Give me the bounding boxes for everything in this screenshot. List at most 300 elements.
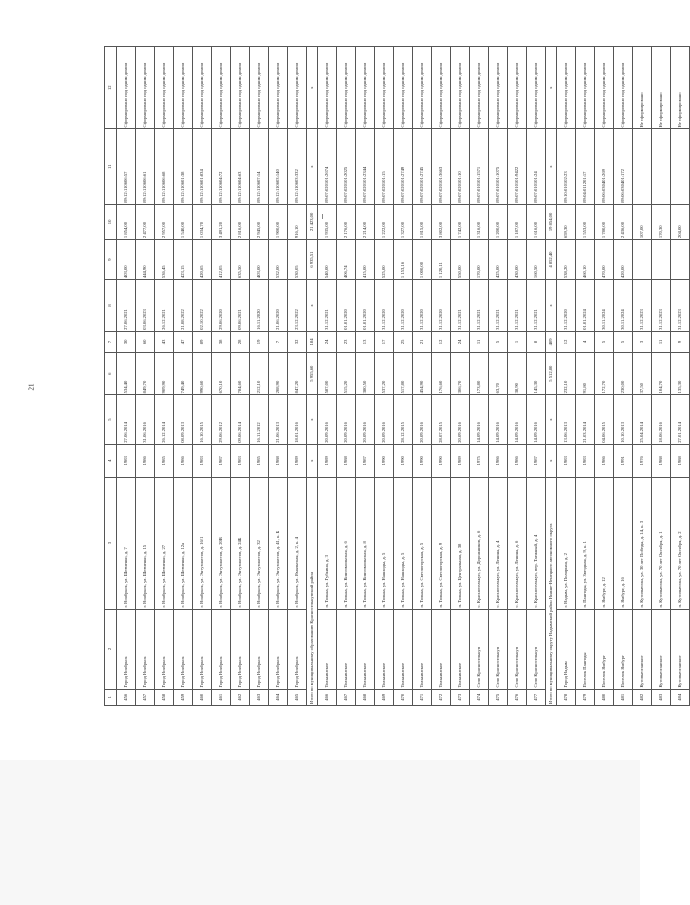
table-cell: 476	[508, 689, 527, 705]
table-cell: 14.09.2016	[527, 395, 546, 444]
table-cell: 89:07:020101:3663	[432, 129, 451, 204]
table-cell: Город Ноябрьск	[174, 609, 193, 689]
table-cell: 230,00	[614, 353, 633, 395]
table-cell	[633, 129, 652, 204]
table-cell: 89:07:020101:2745	[413, 129, 432, 204]
table-cell: 91,80	[576, 353, 595, 395]
table-cell: 1991	[614, 444, 633, 477]
table-cell: 14.09.2016	[470, 395, 489, 444]
table-cell: Город Ноябрьск	[212, 609, 231, 689]
table-cell: 466	[318, 689, 337, 705]
table-cell: Сформировано под одним домом	[508, 47, 527, 129]
table-row	[288, 47, 307, 706]
table-cell: 534,40	[117, 353, 136, 395]
subtotal-cell: 5 955,60	[307, 353, 318, 395]
header-cell: 4	[105, 444, 117, 477]
table-cell: 4	[576, 331, 595, 352]
table-cell: 89:07:010101:24	[527, 129, 546, 204]
subtotal-cell: 6 935,51	[307, 240, 318, 280]
table-cell: 482	[633, 689, 652, 705]
table-cell: 1976	[633, 444, 652, 477]
table-cell: 89:07:020101:2674	[318, 129, 337, 204]
table-row	[337, 47, 356, 706]
table-cell: 23.12.2022	[288, 280, 307, 332]
table-cell: 1 187,00	[508, 204, 527, 239]
table-row	[671, 47, 690, 706]
table-cell: 37,50	[633, 353, 652, 395]
table-cell: Сформировано под одним домом	[269, 47, 288, 129]
table-cell: 01.01.2024	[576, 280, 595, 332]
table-cell: Толькинское	[394, 609, 413, 689]
table-cell: 470	[394, 689, 413, 705]
table-cell: 212,10	[250, 353, 269, 395]
table-cell: 1988	[652, 444, 671, 477]
table-cell: 423,15	[174, 240, 193, 280]
table-cell: г. Ноябрьск, ул. Шевченко, д. 27	[155, 477, 174, 609]
table-cell: 1 153,16	[394, 240, 413, 280]
table-cell: г. Надым, ул. Полярная, д. 2	[557, 477, 576, 609]
table-cell: 1989	[451, 444, 470, 477]
table-cell: Сформировано под одним домом	[337, 47, 356, 129]
table-cell: 7	[269, 331, 288, 352]
subtotal-cell: х	[546, 129, 557, 204]
subtotal-cell: 19 854,00	[546, 204, 557, 239]
table-cell: Толькинское	[375, 609, 394, 689]
table-cell: 13.06.2013	[557, 395, 576, 444]
table-cell: 38,90	[508, 353, 527, 395]
header-cell: 1	[105, 689, 117, 705]
table-cell: Поселок Ямбург	[595, 609, 614, 689]
table-row	[595, 47, 614, 706]
table-row	[174, 47, 193, 706]
table-cell	[671, 240, 690, 280]
table-cell: 1 327,00	[394, 204, 413, 239]
table-cell: 1983	[557, 444, 576, 477]
subtotal-cell: х	[307, 444, 318, 477]
table-row	[557, 47, 576, 706]
table-cell: 89:07:020101:2344	[356, 129, 375, 204]
header-cell: 11	[105, 129, 117, 204]
header-cell: 9	[105, 240, 117, 280]
subtotal-cell: х	[307, 395, 318, 444]
table-cell: п. Толька, ул. Светлогорская, д. 5	[413, 477, 432, 609]
table-cell: 525,00	[375, 240, 394, 280]
table-cell: 1 000,00	[413, 240, 432, 280]
table-cell: 21.08.2022	[174, 280, 193, 332]
subtotal-cell: х	[307, 129, 318, 204]
subtotal-cell: х	[307, 47, 318, 129]
table-cell: 31.12.2023	[652, 280, 671, 332]
table-cell: 670,10	[212, 353, 231, 395]
subtotal-cell: 21 423,00	[307, 204, 318, 239]
table-cell: 89:12:110603:332	[288, 129, 307, 204]
table-cell: п. Пангоды, ул. Звездная, д. 9, к. 1	[576, 477, 595, 609]
table-cell: 89:06:030401:172	[614, 129, 633, 204]
table-row	[375, 47, 394, 706]
table-cell: 1986	[174, 444, 193, 477]
table-cell: Сформировано под одним домом	[375, 47, 394, 129]
table-cell: Город Ноябрьск	[250, 609, 269, 689]
table-cell: г. Ноябрьск, ул. Энтузиастов, д. 41, к. Б	[269, 477, 288, 609]
table-cell: Сформировано под одним домом	[595, 47, 614, 129]
table-cell: 469	[375, 689, 394, 705]
table-row	[231, 47, 250, 706]
header-cell: 5	[105, 395, 117, 444]
table-cell: 457	[136, 689, 155, 705]
table-cell: 470,00	[595, 240, 614, 280]
table-cell: 425,00	[489, 240, 508, 280]
table-cell: 1986	[508, 444, 527, 477]
table-cell: 2 945,00	[250, 204, 269, 239]
header-cell: 8	[105, 280, 117, 332]
table-cell: г. Ноябрьск, ул. Ямальская, д. 2, к. 4	[288, 477, 307, 609]
table-cell: 532,00	[269, 240, 288, 280]
table-cell: 461	[212, 689, 231, 705]
table-cell: г. Ноябрьск, ул. Шевченко, д. 12а	[174, 477, 193, 609]
table-cell: п. Кутопьюган, ул. 70 лет Октября, д. 1	[652, 477, 671, 609]
subtotal-cell: 4 852,40	[546, 240, 557, 280]
table-cell: 475	[489, 689, 508, 705]
table-cell: 1987	[356, 444, 375, 477]
subtotal-cell: 184	[307, 331, 318, 352]
table-cell: 89:12:110601:38	[174, 129, 193, 204]
header-cell: 7	[105, 331, 117, 352]
header-cell: 6	[105, 353, 117, 395]
table-cell: Сформировано под одним домом	[432, 47, 451, 129]
table-cell: 31.12.2021	[489, 280, 508, 332]
table-cell: 28.12.2015	[394, 395, 413, 444]
table-cell	[652, 240, 671, 280]
table-cell: 12	[557, 331, 576, 352]
table-cell: п. Толька, ул. Губкина, д. 3	[318, 477, 337, 609]
table-cell: 14.09.2016	[508, 395, 527, 444]
table-cell: 89:07:010101:9422	[508, 129, 527, 204]
table-cell: п. Кутопьюган, ул. 70 лет Октября, д. 2	[671, 477, 690, 609]
table-cell: 5	[614, 331, 633, 352]
table-cell: 430,00	[508, 240, 527, 280]
table-cell: 380,50	[356, 353, 375, 395]
table-cell: Город Ноябрьск	[193, 609, 212, 689]
table-cell: 01.01.2020	[356, 280, 375, 332]
table-row	[318, 47, 337, 706]
table-cell: Село Красноселькуп	[489, 609, 508, 689]
table-row	[576, 47, 595, 706]
table-cell: с. Красноселькуп, ул. Дорожников, д. 6	[470, 477, 489, 609]
table-cell: 135,30	[671, 353, 690, 395]
table-cell: 540,00	[318, 240, 337, 280]
table-cell: 474	[470, 689, 489, 705]
table-cell: 89:12:110604:72	[212, 129, 231, 204]
table-row	[614, 47, 633, 706]
table-cell: 458	[155, 689, 174, 705]
table-cell: 1986	[136, 444, 155, 477]
table-cell: 517,80	[394, 353, 413, 395]
table-cell: 1990	[375, 444, 394, 477]
table-row	[470, 47, 489, 706]
table-row	[527, 47, 546, 706]
table-cell: 13	[356, 331, 375, 352]
table-cell: 10.10.2013	[614, 395, 633, 444]
table-cell: 27.06.2014	[117, 395, 136, 444]
table-cell: 89:12:110606:61	[136, 129, 155, 204]
table-cell: 1975	[470, 444, 489, 477]
table-cell: Сформировано под одним домом	[394, 47, 413, 129]
table-cell: 08.09.2013	[174, 395, 193, 444]
table-cell: Сформировано под одним домом	[470, 47, 489, 129]
table-cell: 1 120,11	[432, 240, 451, 280]
table-cell: 09.06.2021	[231, 280, 250, 332]
subtotal-cell: 5 512,80	[546, 353, 557, 395]
table-cell: Толькинское	[318, 609, 337, 689]
table-cell: Толькинское	[432, 609, 451, 689]
table-cell: 587,00	[318, 353, 337, 395]
table-cell: 5	[595, 331, 614, 352]
table-cell: Сформировано под одним домом	[356, 47, 375, 129]
table-cell: 170,00	[470, 240, 489, 280]
table-cell: Сформировано под одним домом	[155, 47, 174, 129]
table-cell: 47	[174, 331, 193, 352]
table-cell: 89:06:030401:269	[595, 129, 614, 204]
table-cell: 16.10.2015	[193, 395, 212, 444]
table-cell: 89:07:010101:1571	[470, 129, 489, 204]
table-cell: Сформировано под одним домом	[231, 47, 250, 129]
table-cell: Кутопьюганское	[671, 609, 690, 689]
table-cell: 31.12.2020	[432, 280, 451, 332]
table-cell: Город Ноябрьск	[288, 609, 307, 689]
table-cell: Толькинское	[356, 609, 375, 689]
table-cell: 1989	[288, 444, 307, 477]
table-cell: 89:10:010102:23	[557, 129, 576, 204]
table-cell: 89:04:011201:17	[576, 129, 595, 204]
table-cell: 19	[250, 331, 269, 352]
table-cell: 749,40	[174, 353, 193, 395]
subtotal-cell: х	[546, 47, 557, 129]
table-cell: 28	[231, 331, 250, 352]
table-cell: 483	[652, 689, 671, 705]
table-cell: 2 436,00	[614, 204, 633, 239]
table-cell: 1 616,00	[527, 204, 546, 239]
table-cell: 459	[174, 689, 193, 705]
table-cell: 29.06.2020	[212, 280, 231, 332]
table-cell: 3	[633, 331, 652, 352]
table-cell: 18.01.2016	[288, 395, 307, 444]
table-cell: 89:12:110606:68	[155, 129, 174, 204]
table-row	[155, 47, 174, 706]
table-cell: г. Ноябрьск, ул. Энтузиастов, д. 16/1	[193, 477, 212, 609]
table-cell: 1983	[576, 444, 595, 477]
table-cell: Толькинское	[413, 609, 432, 689]
table-cell: 31.12.2021	[318, 280, 337, 332]
table-cell: с. Красноселькуп, пер. Таежный, д. 4	[527, 477, 546, 609]
table-cell: 415,00	[356, 240, 375, 280]
header-cell: 2	[105, 609, 117, 689]
table-cell: Сформировано под одним домом	[557, 47, 576, 129]
table-cell: 16.11.2020	[250, 280, 269, 332]
table-cell: Толькинское	[451, 609, 470, 689]
table-cell: п. Ямбург, д. 12	[595, 477, 614, 609]
table-cell: п. Толька, ул. Комсомольская, д. 8	[356, 477, 375, 609]
table-cell: 1983	[117, 444, 136, 477]
table-cell: 21.06.2020	[269, 280, 288, 332]
table-cell: п. Кутопьюган, ул. 30 лет Победы, д. 14, к. 3	[633, 477, 652, 609]
table-cell: п. Толька, ул. Нашходы, д. 5	[394, 477, 413, 609]
table-cell: 89:12:110601:834	[193, 129, 212, 204]
table-cell: 20.09.2016	[451, 395, 470, 444]
table-cell: 31.12.2021	[527, 280, 546, 332]
table-cell: 24	[451, 331, 470, 352]
table-cell: 02.10.2022	[193, 280, 212, 332]
table-cell: 515,20	[337, 353, 356, 395]
table-cell: 1	[508, 331, 527, 352]
table-cell: Толькинское	[337, 609, 356, 689]
rotated-table-container	[104, 46, 682, 706]
table-cell: 1987	[212, 444, 231, 477]
subtotal-label: Итого по муниципальному образованию Красноселькупский район	[307, 477, 318, 705]
table-cell: 20.09.2016	[413, 395, 432, 444]
table-cell: 2 816,00	[231, 204, 250, 239]
subtotal-cell: х	[546, 395, 557, 444]
table-cell: Сформировано под одним домом	[250, 47, 269, 129]
table-cell: 1988	[269, 444, 288, 477]
table-header-row	[105, 47, 117, 706]
table-cell: Сформировано под одним домом	[576, 47, 595, 129]
table-cell: 43	[155, 331, 174, 352]
table-cell: 1983	[231, 444, 250, 477]
table-cell: 1 854,00	[117, 204, 136, 239]
table-cell: 31.12.2020	[375, 280, 394, 332]
table-cell: 472	[432, 689, 451, 705]
table-row	[117, 47, 136, 706]
table-cell: 29.06.2012	[212, 395, 231, 444]
table-cell: 484	[671, 689, 690, 705]
table-cell: 473	[451, 689, 470, 705]
table-cell: 1990	[413, 444, 432, 477]
page-number: 21	[27, 383, 36, 391]
table-cell: 1988	[337, 444, 356, 477]
table-cell: 24	[318, 331, 337, 352]
subtotal-cell: х	[546, 444, 557, 477]
table-cell: 26.12.2014	[155, 395, 174, 444]
table-cell: 1989	[318, 444, 337, 477]
table-cell: Сформировано под одним домом	[117, 47, 136, 129]
table-cell: 38	[212, 331, 231, 352]
table-cell	[671, 129, 690, 204]
table-cell: Сформировано под одним домом	[136, 47, 155, 129]
table-cell: Город Ноябрьск	[231, 609, 250, 689]
table-cell: Город Ноябрьск	[269, 609, 288, 689]
table-cell: Город Ноябрьск	[117, 609, 136, 689]
table-cell: 412,05	[212, 240, 231, 280]
table-cell: 27.01.2014	[671, 395, 690, 444]
table-cell: 30.11.2024	[614, 280, 633, 332]
table-cell: 89	[193, 331, 212, 352]
table-cell: 465	[288, 689, 307, 705]
table-cell: 2 176,00	[337, 204, 356, 239]
table-cell: 909,90	[155, 353, 174, 395]
table-cell: г. Ноябрьск, ул. Энтузиастов, д. 24Б	[231, 477, 250, 609]
table-cell: 145,30	[527, 353, 546, 395]
table-cell: 468	[356, 689, 375, 705]
table-cell: Село Красноселькуп	[527, 609, 546, 689]
table-cell: 18.06.2016	[652, 395, 671, 444]
table-cell: 23	[337, 331, 356, 352]
subtotal-row	[546, 47, 557, 706]
table-cell: Сформировано под одним домом	[174, 47, 193, 129]
table-cell: Сформировано под одним домом	[614, 47, 633, 129]
table-cell: г. Ноябрьск, ул. Энтузиастов, д. 32	[250, 477, 269, 609]
table-cell: Село Красноселькуп	[470, 609, 489, 689]
table-cell: 1 540,00	[174, 204, 193, 239]
table-cell: Город Ноябрьск	[155, 609, 174, 689]
table-cell: 12	[432, 331, 451, 352]
table-cell: 1986	[489, 444, 508, 477]
table-cell: 8	[527, 331, 546, 352]
table-cell: 456	[117, 689, 136, 705]
table-cell: 60	[136, 331, 155, 352]
table-cell: 1 900,00	[269, 204, 288, 239]
table-cell: 89:12:110603:140	[269, 129, 288, 204]
table-cell: 27.06.2021	[117, 280, 136, 332]
table-cell: 31.12.2020	[394, 280, 413, 332]
table-row	[508, 47, 527, 706]
housing-register-table	[104, 46, 690, 706]
table-cell: 1988	[671, 444, 690, 477]
table-cell: 89:07:020101:10	[451, 129, 470, 204]
scan-background	[0, 760, 640, 905]
subtotal-row	[307, 47, 318, 706]
table-cell: 89:12:110604:63	[231, 129, 250, 204]
table-cell: 26.12.2021	[155, 280, 174, 332]
table-cell: Сформировано под одним домом	[489, 47, 508, 129]
table-cell: 481	[614, 689, 633, 705]
table-cell: Сформировано под одним домом	[212, 47, 231, 129]
table-cell: 1990	[394, 444, 413, 477]
table-row	[136, 47, 155, 706]
table-row	[250, 47, 269, 706]
table-cell: г. Ноябрьск, ул. Шевченко, д. 15	[136, 477, 155, 609]
table-cell: 25.04.2014	[633, 395, 652, 444]
table-cell: п. Толька, ул. Светлогорская, д. 9	[432, 477, 451, 609]
table-cell: 1983	[193, 444, 212, 477]
table-cell: Сформировано под одним домом	[318, 47, 337, 129]
table-cell: 208,90	[269, 353, 288, 395]
table-row	[212, 47, 231, 706]
table-cell: 20.09.2016	[318, 395, 337, 444]
table-cell: 406,74	[337, 240, 356, 280]
table-cell: 89:07:020101:2025	[337, 129, 356, 204]
table-cell: 1990	[432, 444, 451, 477]
table-cell: 09.06.2014	[231, 395, 250, 444]
table-cell: 635,50	[231, 240, 250, 280]
table-cell: 9	[671, 331, 690, 352]
table-cell: 31.12.2023	[633, 280, 652, 332]
table-cell: Село Красноселькуп	[508, 609, 527, 689]
table-cell: 420,65	[193, 240, 212, 280]
header-cell: 3	[105, 477, 117, 609]
table-cell: 104,70	[652, 353, 671, 395]
table-cell: 460,10	[576, 240, 595, 280]
table-cell: 847,20	[288, 353, 307, 395]
table-cell: 1985	[250, 444, 269, 477]
table-cell: Не сформировано	[652, 47, 671, 129]
subtotal-label: Итого по муниципальному округу Надымский район Нижне-Ненецкого автономного округа	[546, 477, 557, 705]
table-cell: 17	[375, 331, 394, 352]
table-cell: 176,60	[432, 353, 451, 395]
table-cell: 31.12.2020	[413, 280, 432, 332]
table-row	[394, 47, 413, 706]
table-cell: 477	[527, 689, 546, 705]
table-cell: Кутопьюганское	[652, 609, 671, 689]
